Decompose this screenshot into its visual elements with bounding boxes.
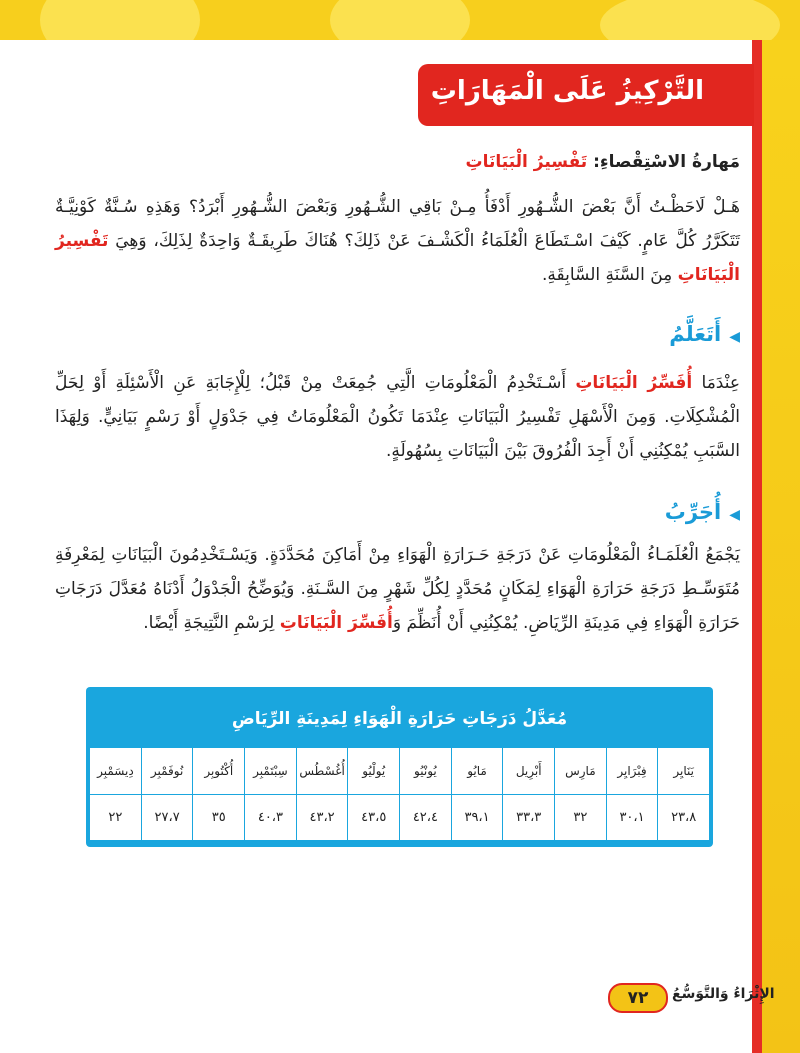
month-cell: نُوفَمْبِر (141, 748, 193, 795)
month-cell: يَنَايِر (658, 748, 710, 795)
table-row-values (90, 795, 710, 841)
value-cell: ٣٠،١ (606, 795, 658, 841)
try-paragraph (55, 538, 740, 640)
skill-name: تَفْسِيرُ الْبَيَانَاتِ (465, 152, 588, 172)
month-cell: أُغُسْطُس (296, 748, 348, 795)
learn-highlight: أُفَسِّرُ الْبَيَانَاتِ (575, 373, 693, 393)
month-cell: مَايُو (451, 748, 503, 795)
intro-text-end: مِنَ السَّنَةِ السَّابِقَةِ. (542, 265, 673, 285)
footer-section-label: الإِثْرَاءُ وَالتَّوَسُّعُ (672, 986, 775, 1002)
try-heading-text: أُجَرِّبُ (664, 500, 722, 524)
try-text: يَجْمَعُ الْعُلَمَـاءُ الْمَعْلُومَاتِ عَنْ دَرَجَةِ حَـرَارَةِ الْهَوَاءِ مِنْ أَمَاكِنَ مُحَدَّدَةٍ. وَيَسْـتَخْدِمُونَ الْبَيَانَاتِ لِمَعْرِفَةِ مُتَوَسِّـطِ دَرَجَةِ حَرَارَةِ الْهَوَاءِ لِمَكَانٍ مُحَدَّدٍ لِكُلِّ شَهْرٍ مِنَ السَّـنَةِ. وَيُوَضِّحُ الْجَدْوَلُ أَدْنَاهُ مُعَدَّلَ دَرَجَاتِ حَرَارَةِ الْهَوَاءِ فِي مَدِينَةِ الرِّيَاضِ. يُمْكِنُنِي أَنْ أُنَظِّمَ وَ (55, 545, 740, 633)
learn-heading-text: أَتَعَلَّمُ (669, 322, 722, 346)
value-cell: ٤٣،٥ (348, 795, 400, 841)
month-cell: يُونْيُو (400, 748, 452, 795)
intro-paragraph (55, 190, 740, 292)
page-title: التَّرْكِيزُ عَلَى الْمَهَارَاتِ (430, 76, 704, 106)
value-cell: ٣٥ (193, 795, 245, 841)
value-cell: ٢٢ (90, 795, 142, 841)
intro-text: هَـلْ لَاحَظْـتُ أَنَّ بَعْضَ الشُّـهُورِ أَدْفَأُ مِـنْ بَاقِي الشُّـهُورِ وَبَعْضَ الشُّـهُورِ أَبْرَدُ؟ وَهَذِهِ سُـنَّةٌ كَوْنِيَّـةٌ تَتَكَرَّرُ كُلَّ عَامٍ. كَيْفَ اسْـتَطَاعَ الْعُلَمَاءُ الْكَشْـفَ عَنْ ذَلِكَ؟ هُنَاكَ طَرِيقَـةٌ وَاحِدَةٌ لِذَلِكَ، وَهِيَ (55, 197, 741, 251)
try-highlight: أُفَسِّرَ الْبَيَانَاتِ (279, 613, 393, 633)
value-cell: ٤٢،٤ (400, 795, 452, 841)
learn-heading (55, 322, 740, 346)
value-cell: ٤٠،٣ (245, 795, 297, 841)
page-number: ٧٢ (608, 983, 668, 1013)
month-cell: أَبْرِيل (503, 748, 555, 795)
learn-text: عِنْدَمَا (701, 373, 740, 393)
temperature-data-grid (89, 747, 710, 841)
month-cell: مَارِس (555, 748, 607, 795)
month-cell: أُكْتُوبِر (193, 748, 245, 795)
table-title: مُعَدَّلُ دَرَجَاتِ حَرَارَةِ الْهَوَاءِ لِمَدِينَةِ الرِّيَاضِ (231, 709, 568, 729)
value-cell: ٢٣،٨ (658, 795, 710, 841)
month-cell: سِبْتَمْبِر (245, 748, 297, 795)
temperature-table (86, 687, 713, 847)
learn-paragraph (55, 366, 740, 468)
try-heading (55, 500, 740, 524)
month-cell: دِيسَمْبِر (90, 748, 142, 795)
value-cell: ٤٣،٢ (296, 795, 348, 841)
value-cell: ٢٧،٧ (141, 795, 193, 841)
month-cell: يُولْيُو (348, 748, 400, 795)
intro-highlight: تَفْسِيرُ الْبَيَانَاتِ (55, 231, 740, 285)
title-banner (418, 64, 754, 126)
try-text-end: لِرَسْمِ النَّتِيجَةِ أَيْضًا. (143, 613, 275, 633)
month-cell: فِبْرَايِر (606, 748, 658, 795)
triangle-bullet-icon: ◀ (729, 507, 740, 523)
table-row-months (90, 748, 710, 795)
value-cell: ٣٢ (555, 795, 607, 841)
side-decoration-strip (757, 40, 800, 1053)
value-cell: ٣٩،١ (451, 795, 503, 841)
skill-line (55, 152, 740, 172)
learn-text-end: أَسْـتَخْدِمُ الْمَعْلُومَاتِ الَّتِي جُمِعَتْ مِنْ قَبْلُ؛ لِلْإِجَابَةِ عَنِ الْأَسْئِلَةِ أَوْ لِحَلِّ الْمُشْكِلَاتِ. وَمِنَ الْأَسْهَلِ تَفْسِيرُ الْبَيَانَاتِ عِنْدَمَا تَكُونُ الْمَعْلُومَاتُ فِي جَدْوَلٍ أَوْ رَسْمٍ بَيَانِيٍّ. وَلِهَذَا السَّبَبِ يُمْكِنُنِي أَنْ أَجِدَ الْفُرُوقَ بَيْنَ الْبَيَانَاتِ بِسُهُولَةٍ. (55, 373, 740, 461)
page-edge-border (752, 40, 762, 1053)
triangle-bullet-icon: ◀ (729, 329, 740, 345)
value-cell: ٣٣،٣ (503, 795, 555, 841)
skill-label: مَهارةُ الاسْتِقْصاءِ: (593, 152, 740, 172)
